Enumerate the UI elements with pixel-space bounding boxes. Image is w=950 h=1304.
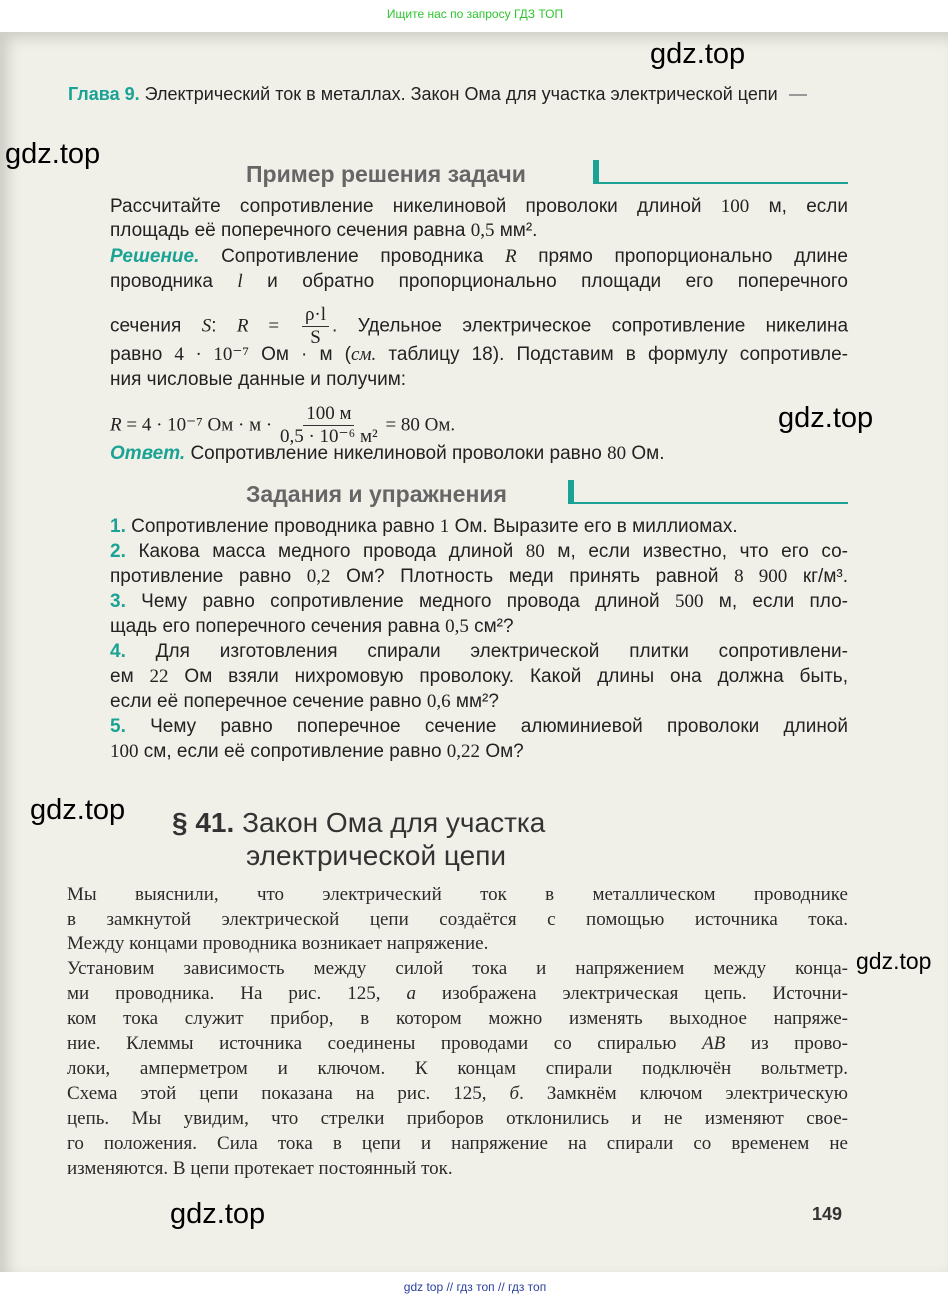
text-segment: мм²? — [450, 691, 499, 712]
text-line — [67, 1157, 848, 1181]
text-line — [110, 515, 848, 539]
text-segment: равно — [110, 344, 175, 365]
watermark: gdz.top — [30, 794, 126, 826]
watermark: gdz.top — [5, 138, 101, 170]
text-segment: Ом. — [626, 443, 665, 464]
text-line — [67, 908, 848, 932]
section-title — [172, 806, 545, 840]
text-line — [67, 1057, 848, 1081]
text-segment: м, если известно, что его со- — [544, 541, 848, 562]
text-segment: изображена электрическая цепь. Источни- — [415, 983, 848, 1004]
text-segment: б — [509, 1083, 520, 1104]
heading-accent-bar — [568, 480, 848, 504]
footer-links: gdz top // гдз топ // гдз топ — [403, 1280, 547, 1294]
text-segment: 4 · 10⁻⁷ — [174, 344, 250, 365]
fraction-numerator: 100 м — [303, 403, 354, 426]
text-segment: Решение. — [110, 246, 200, 267]
text-segment: Сопротивление проводника равно — [125, 516, 440, 537]
text-segment: из прово- — [725, 1033, 848, 1054]
text-segment: = 4 · 10⁻⁷ Ом · м · — [121, 414, 277, 436]
text-line — [67, 1007, 848, 1031]
example-heading: Пример решения задачи — [246, 161, 526, 187]
text-line — [110, 690, 848, 714]
text-line — [110, 715, 848, 739]
text-segment: а — [406, 983, 416, 1004]
text-segment: 100 — [720, 196, 750, 217]
text-segment: R — [504, 246, 517, 267]
text-line — [110, 665, 848, 689]
text-segment: 22 — [149, 666, 169, 687]
text-segment: Схема этой цепи показана на рис. 125, — [67, 1083, 510, 1104]
text-segment: Ом? Плотность меди принять равной — [330, 566, 735, 587]
page-number: 149 — [812, 1204, 843, 1224]
text-segment: 8 900 — [734, 566, 788, 587]
text-segment: 0,22 — [446, 741, 481, 762]
text-segment: ем — [110, 666, 150, 687]
text-line — [110, 343, 848, 367]
text-line — [67, 1132, 848, 1156]
text-segment: противление равно — [110, 566, 307, 587]
text-line — [110, 565, 848, 589]
text-line — [110, 195, 848, 219]
text-segment: Между концами проводника возникает напряжение. — [67, 933, 489, 954]
text-line — [110, 615, 848, 639]
text-line — [110, 442, 848, 466]
text-segment: цепь. Мы увидим, что стрелки приборов отклонились и не изменяют свое- — [67, 1108, 848, 1129]
text-segment: проводника — [110, 271, 238, 292]
fraction-denominator: S — [310, 327, 321, 348]
text-segment: Какова масса медного провода длиной — [125, 541, 526, 562]
text-segment: 1 — [439, 516, 450, 537]
section-title-line2: электрической цепи — [246, 840, 506, 871]
text-segment: 80 — [607, 443, 627, 464]
section-title-line1: Закон Ома для участка — [242, 807, 546, 838]
text-line — [67, 1082, 848, 1106]
watermark: gdz.top — [170, 1198, 266, 1230]
section-number: § 41. — [172, 807, 235, 838]
text-segment: щадь его поперечного сечения равна — [110, 616, 446, 637]
text-segment: 3. — [110, 591, 126, 612]
text-segment: 1. — [110, 516, 126, 537]
text-segment: Мы выяснили, что электрический ток в металлическом проводнике — [67, 884, 848, 905]
text-line — [110, 219, 848, 243]
text-line — [67, 1107, 848, 1131]
chapter-label: Глава 9. — [68, 84, 140, 104]
text-line — [110, 540, 848, 564]
text-segment: ми проводника. На рис. 125, — [67, 983, 407, 1004]
text-segment: см²? — [468, 616, 514, 637]
text-segment: 2. — [110, 541, 126, 562]
text-segment: см. — [350, 344, 377, 365]
text-segment: мм². — [494, 220, 538, 241]
text-segment: 5. — [110, 716, 126, 737]
text-segment: Рассчитайте сопротивление никелиновой проволоки длиной — [110, 196, 721, 217]
text-segment: сечения — [110, 315, 202, 337]
text-segment: = — [248, 315, 299, 337]
text-segment: если её поперечное сечение равно — [110, 691, 427, 712]
text-segment: Чему равно поперечное сечение алюминиевой проволоки длиной — [125, 716, 848, 737]
text-segment: в замкнутой электрической цепи создаётся с помощью источника тока. — [67, 909, 848, 930]
text-segment: таблицу 18). Подставим в формулу сопротивле- — [376, 344, 848, 365]
text-segment: Сопротивление никелиновой проволоки равно — [185, 443, 608, 464]
chapter-header — [68, 84, 807, 105]
text-segment: Ответ. — [110, 443, 186, 464]
text-segment: 500 — [674, 591, 704, 612]
text-line — [110, 740, 848, 764]
text-segment: прямо пропорционально длине — [516, 246, 848, 267]
text-segment: 0,5 — [470, 220, 495, 241]
text-line — [110, 368, 848, 392]
text-line — [67, 957, 848, 981]
text-segment: Чему равно сопротивление медного провода длиной — [125, 591, 675, 612]
text-segment: S — [201, 315, 212, 337]
watermark: gdz.top — [778, 402, 874, 434]
text-line — [110, 270, 848, 294]
text-line — [67, 932, 848, 956]
text-segment: см, если её сопротивление равно — [138, 741, 447, 762]
text-line — [67, 982, 848, 1006]
text-segment: . Удельное электрическое сопротивление никелина — [332, 315, 849, 337]
chapter-title: Электрический ток в металлах. Закон Ома для участка электрической цепи — [144, 84, 778, 104]
text-segment: Ом? — [480, 741, 524, 762]
heading-accent-bar — [593, 160, 848, 184]
text-segment: кг/м³. — [787, 566, 849, 587]
text-segment: Ом · м ( — [249, 344, 351, 365]
text-segment: Ом взяли нихромовую проволоку. Какой длины она должна быть, — [168, 666, 848, 687]
watermark: gdz.top — [856, 948, 932, 974]
text-segment: . Замкнём ключом электрическую — [519, 1083, 848, 1104]
text-segment: го положения. Сила тока в цепи и напряжение на спирали со временем не — [67, 1133, 848, 1154]
exercises-heading: Задания и упражнения — [246, 481, 507, 507]
text-segment: ния числовые данные и получим: — [110, 369, 407, 390]
fraction-denominator: 0,5 · 10⁻⁶ м² — [279, 426, 378, 447]
text-segment: локи, амперметром и ключом. К концам спирали подключён вольтметр. — [67, 1058, 848, 1079]
text-segment: Сопротивление проводника — [199, 246, 505, 267]
text-segment: изменяются. В цепи протекает постоянный ток. — [67, 1158, 453, 1179]
text-segment: Установим зависимость между силой тока и напряжением между конца- — [67, 958, 848, 979]
header-dash — [789, 94, 807, 96]
watermark: gdz.top — [650, 38, 746, 70]
text-segment: 80 — [525, 541, 545, 562]
text-segment: AB — [702, 1033, 726, 1054]
text-segment: м, если пло- — [703, 591, 848, 612]
text-segment: ком тока служит прибор, в котором можно изменять выходное напряже- — [67, 1008, 848, 1029]
text-segment: м, если — [749, 196, 848, 217]
text-segment: l — [237, 271, 243, 292]
text-segment: = 80 Ом. — [380, 414, 456, 436]
text-segment: 0,2 — [306, 566, 331, 587]
text-segment: ние. Клеммы источника соединены проводами со спиралью — [67, 1033, 703, 1054]
text-segment: 0,5 — [445, 616, 469, 637]
text-segment: R — [110, 414, 122, 436]
text-segment: 4. — [110, 641, 126, 662]
text-line — [67, 1032, 848, 1056]
text-segment: Для изготовления спирали электрической плитки сопротивлени- — [125, 641, 848, 662]
text-line — [110, 245, 848, 269]
text-segment: R — [236, 315, 249, 337]
text-line — [110, 590, 848, 614]
search-hint: Ищите нас по запросу ГДЗ ТОП — [386, 7, 564, 21]
text-segment: : — [211, 315, 237, 337]
text-segment: Ом. Выразите его в миллиомах. — [449, 516, 738, 537]
fraction-numerator: ρ·l — [302, 304, 329, 327]
text-segment: 0,6 — [426, 691, 451, 712]
text-line — [110, 640, 848, 664]
text-segment: 100 — [110, 741, 139, 762]
text-segment: площадь её поперечного сечения равна — [110, 220, 471, 241]
text-segment: и обратно пропорционально площади его поперечного — [242, 271, 848, 292]
text-line — [67, 883, 848, 907]
